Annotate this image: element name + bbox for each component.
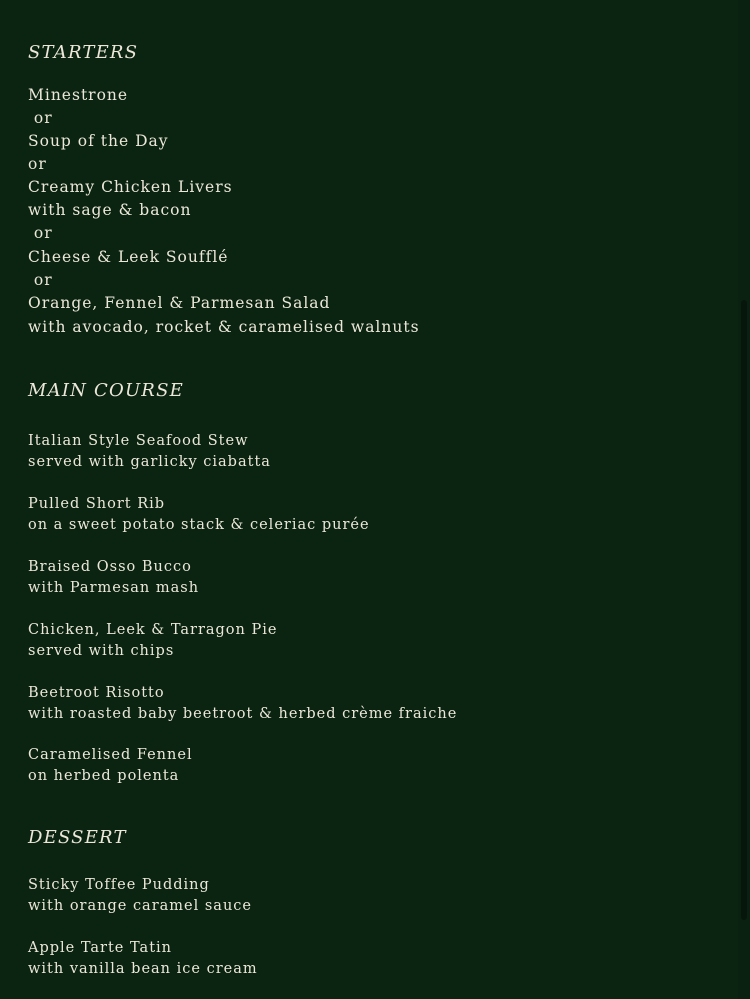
scrollbar-thumb[interactable]: [741, 300, 747, 920]
starter-line: Creamy Chicken Livers: [28, 178, 233, 196]
dish-description: with roasted baby beetroot & herbed crème fraiche: [28, 706, 458, 722]
dish-name: Apple Tarte Tatin: [28, 940, 172, 956]
starter-line: Soup of the Day: [28, 132, 169, 150]
starter-line: Orange, Fennel & Parmesan Salad: [28, 294, 331, 312]
starter-line: or: [28, 109, 53, 127]
starter-line: with avocado, rocket & caramelised walnuts: [28, 318, 420, 336]
starter-line: with sage & bacon: [28, 201, 192, 219]
dish-description: on herbed polenta: [28, 768, 180, 784]
starter-line: or: [28, 224, 53, 242]
dish-name: Sticky Toffee Pudding: [28, 877, 210, 893]
starter-line: or: [28, 155, 47, 173]
dish-description: with Parmesan mash: [28, 580, 200, 596]
starters-heading: STARTERS: [28, 42, 139, 63]
dish-description: served with chips: [28, 643, 175, 659]
dish-name: Chicken, Leek & Tarragon Pie: [28, 622, 278, 638]
dish-name: Italian Style Seafood Stew: [28, 433, 249, 449]
dish-name: Pulled Short Rib: [28, 496, 166, 512]
vertical-scrollbar[interactable]: [738, 0, 750, 999]
dish-name: Braised Osso Bucco: [28, 559, 192, 575]
dessert-heading: DESSERT: [28, 827, 127, 848]
dish-name: Beetroot Risotto: [28, 685, 165, 701]
dish-name: Caramelised Fennel: [28, 747, 193, 763]
dish-description: with orange caramel sauce: [28, 898, 252, 914]
dish-description: on a sweet potato stack & celeriac purée: [28, 517, 370, 533]
dish-description: with vanilla bean ice cream: [28, 961, 258, 977]
main-course-heading: MAIN COURSE: [28, 380, 184, 401]
starter-line: Cheese & Leek Soufflé: [28, 248, 229, 266]
dish-description: served with garlicky ciabatta: [28, 454, 271, 470]
starter-line: Minestrone: [28, 86, 129, 104]
starter-line: or: [28, 271, 53, 289]
